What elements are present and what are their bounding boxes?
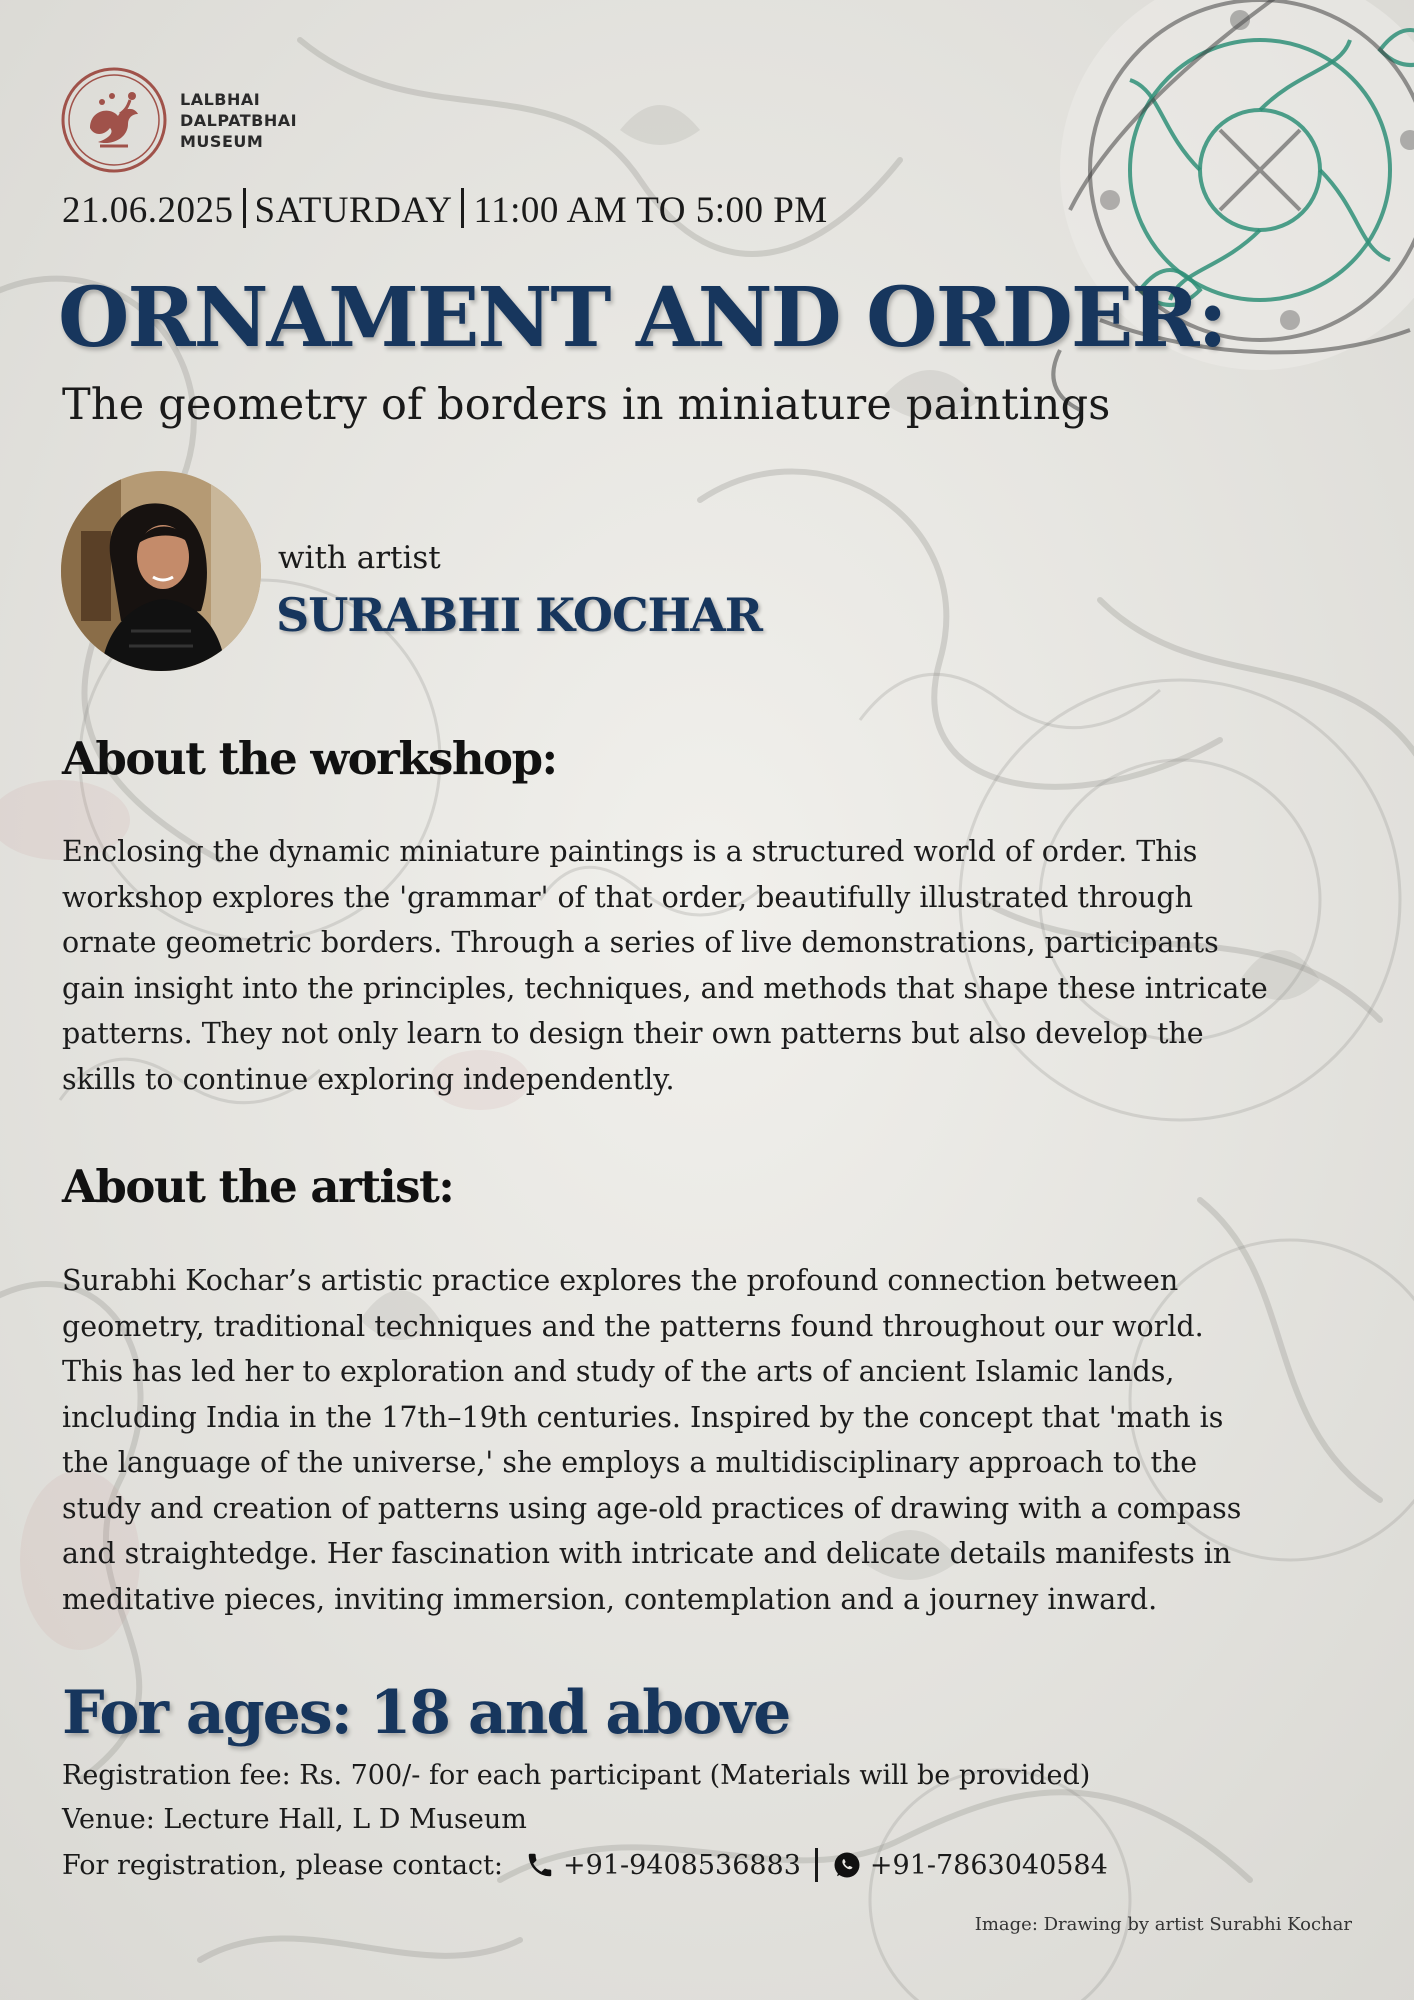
museum-name (180, 89, 297, 152)
image-credit: Image: Drawing by artist Surabhi Kochar (974, 1914, 1352, 1935)
workshop-line: gain insight into the principles, techniques, and methods that shape these intricate (62, 971, 1268, 1005)
phone-number[interactable]: +91-9408536883 (563, 1849, 801, 1881)
contact-label: For registration, please contact: (62, 1849, 504, 1881)
divider (815, 1848, 818, 1882)
artist-line: geometry, traditional techniques and the patterns found throughout our world. (62, 1309, 1204, 1343)
museum-name-line-1: LALBHAI (180, 89, 261, 109)
artist-name: SURABHI KOCHAR (276, 588, 762, 642)
divider (243, 188, 246, 228)
artist-line: study and creation of patterns using age-old practices of drawing with a compass (62, 1491, 1242, 1525)
registration-fee: Registration fee: Rs. 700/- for each participant (Materials will be provided) (62, 1760, 1091, 1791)
phone-icon (525, 1850, 555, 1880)
peacock-emblem-icon (60, 66, 168, 174)
page-title: ORNAMENT AND ORDER: (58, 270, 1226, 366)
event-day: SATURDAY (254, 190, 453, 231)
workshop-line: workshop explores the 'grammar' of that order, beautifully illustrated through (62, 880, 1193, 914)
event-time: 11:00 AM TO 5:00 PM (473, 190, 828, 231)
artist-description (62, 1258, 1352, 1622)
age-requirement: For ages: 18 and above (62, 1678, 790, 1748)
page-subtitle: The geometry of borders in miniature paintings (62, 380, 1111, 430)
venue: Venue: Lecture Hall, L D Museum (62, 1804, 527, 1835)
divider (461, 188, 464, 228)
event-date: 21.06.2025 (62, 190, 234, 231)
museum-logo (60, 66, 297, 174)
artist-heading: About the artist: (62, 1160, 454, 1213)
artist-line: the language of the universe,' she employs a multidisciplinary approach to the (62, 1446, 1198, 1479)
workshop-line: skills to continue exploring independently. (62, 1062, 675, 1096)
whatsapp-icon (832, 1850, 862, 1880)
museum-name-line-3: MUSEUM (180, 131, 264, 151)
museum-name-line-2: DALPATBHAI (180, 110, 298, 130)
workshop-line: ornate geometric borders. Through a series of live demonstrations, participants (62, 926, 1219, 959)
event-datetime (62, 188, 828, 232)
artist-portrait-icon (61, 471, 261, 671)
avatar (61, 471, 261, 671)
workshop-line: patterns. They not only learn to design their own patterns but also develop the (62, 1017, 1204, 1050)
workshop-heading: About the workshop: (62, 732, 557, 785)
workshop-line: Enclosing the dynamic miniature paintings is a structured world of order. This (62, 835, 1198, 868)
contact-line (62, 1848, 1108, 1882)
workshop-description (62, 829, 1352, 1102)
artist-prefix: with artist (278, 540, 441, 576)
artist-line: This has led her to exploration and study of the arts of ancient Islamic lands, (62, 1355, 1175, 1388)
artist-line: Surabhi Kochar’s artistic practice explores the profound connection between (62, 1264, 1179, 1297)
artist-line: meditative pieces, inviting immersion, contemplation and a journey inward. (62, 1582, 1158, 1616)
artist-line: and straightedge. Her fascination with intricate and delicate details manifests in (62, 1537, 1232, 1570)
artist-line: including India in the 17th–19th centuries. Inspired by the concept that 'math is (62, 1400, 1224, 1434)
whatsapp-number[interactable]: +91-7863040584 (869, 1849, 1108, 1881)
